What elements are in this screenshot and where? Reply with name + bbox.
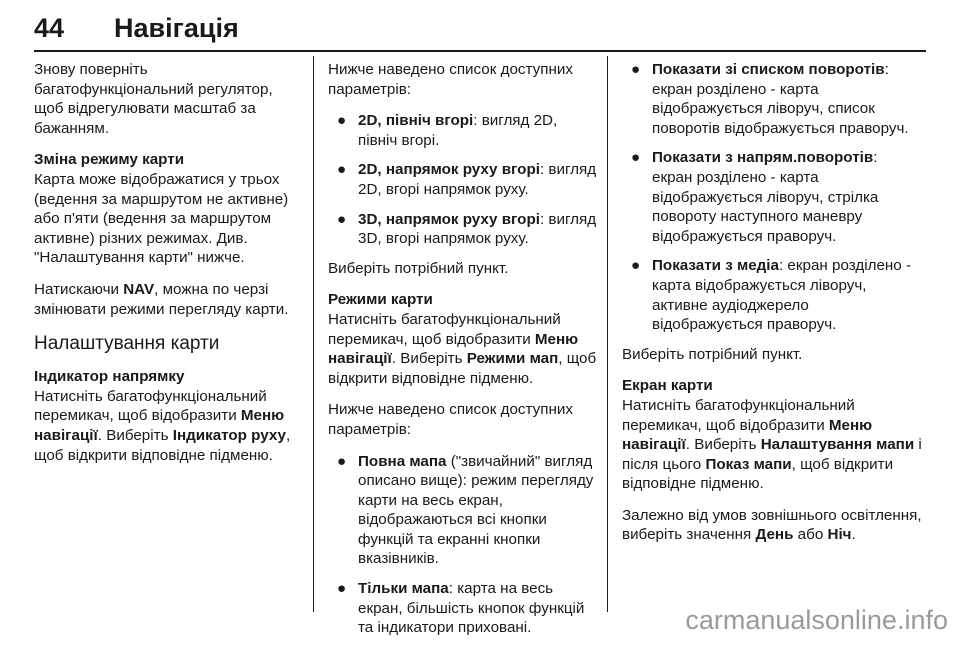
text: , щоб відкрити відповідне підменю.: [34, 426, 291, 464]
option-term: 3D, напрямок руху вгорі: [358, 210, 540, 228]
option-term: Показати з медіа: [652, 257, 779, 275]
subheading: Екран карти: [622, 377, 713, 395]
menu-ref: Меню навігації: [622, 416, 873, 454]
option-night: Ніч: [827, 526, 852, 544]
option-term: Тільки мапа: [358, 580, 449, 598]
option-desc: : карта на весь екран, більшість кнопок функцій та індикатори приховані.: [358, 580, 585, 637]
option-desc: : екран розділено - карта відображується ліворуч, стрілка повороту наступного маневру відображується праворуч.: [652, 149, 879, 245]
column-middle: [328, 60, 598, 648]
list-item: [328, 111, 598, 150]
paragraph: [328, 310, 598, 388]
paragraph: Знову поверніть багатофункціональний регулятор, щоб відрегулювати масштаб за бажанням.: [34, 61, 273, 137]
text: , можна по черзі змінювати режими перегляду карти.: [34, 280, 289, 318]
subheading: Режими карти: [328, 291, 433, 309]
text: Натисніть багатофункціональний перемикач, щоб відобразити: [328, 310, 561, 348]
paragraph: [622, 506, 922, 545]
bullet-icon: ●: [631, 61, 641, 78]
paragraph: Нижче наведено список доступних параметрів:: [328, 61, 573, 98]
text: Залежно від умов зовнішнього освітлення, виберіть значення: [622, 506, 922, 544]
menu-item-ref: Режими мап: [466, 350, 559, 368]
bullet-icon: ●: [337, 580, 347, 598]
menu-item-ref: Показ мапи: [705, 455, 792, 473]
column-divider: [313, 56, 314, 612]
list-item: [328, 452, 598, 570]
section-heading: Налаштування карти: [34, 333, 220, 355]
list-item: [328, 210, 598, 249]
subheading: Індикатор напрямку: [34, 368, 185, 386]
option-day: День: [755, 526, 794, 544]
column-divider: [607, 56, 608, 612]
paragraph: [622, 396, 922, 494]
list-item: [328, 160, 598, 199]
text: , щоб відкрити відповідне підменю.: [328, 350, 597, 387]
menu-item-ref: Налаштування мапи: [760, 436, 915, 454]
menu-ref: Меню навігації: [328, 330, 579, 368]
chapter-title: Навігація: [114, 13, 239, 43]
text: . Виберіть: [685, 436, 761, 454]
text: . Виберіть: [97, 426, 173, 444]
bullet-icon: ●: [337, 210, 347, 228]
option-desc: : вигляд 3D, вгорі напрямок руху.: [358, 210, 597, 248]
text: . Виберіть: [391, 350, 467, 368]
text: Натисніть багатофункціональний перемикач, щоб відобразити: [622, 396, 855, 434]
watermark: carmanualsonline.info: [685, 605, 948, 635]
nav-key: NAV: [123, 280, 155, 298]
page-number: 44: [34, 13, 65, 43]
option-desc: : екран розділено - карта відображується ліворуч, список поворотів відображується праворуч.: [652, 61, 909, 137]
option-term: 2D, напрямок руху вгорі: [358, 161, 540, 179]
bullet-icon: ●: [631, 149, 641, 167]
text: Натисніть багатофункціональний перемикач, щоб відобразити: [34, 387, 267, 425]
list-item: [622, 148, 922, 246]
option-desc: : вигляд 2D, вгорі напрямок руху.: [358, 161, 597, 198]
subheading: Зміна режиму карти: [34, 151, 185, 169]
menu-item-ref: Індикатор руху: [172, 426, 286, 444]
paragraph: Виберіть потрібний пункт.: [328, 259, 509, 277]
option-term: Показати з напрям.поворотів: [652, 149, 874, 167]
option-term: Повна мапа: [358, 452, 447, 470]
text: .: [851, 526, 856, 544]
text: Натискаючи: [34, 280, 124, 298]
bullet-icon: ●: [337, 452, 347, 470]
column-right: [622, 60, 922, 557]
option-desc: : вигляд 2D, північ вгорі.: [358, 112, 558, 149]
paragraph: Виберіть потрібний пункт.: [622, 345, 803, 363]
paragraph: Нижче наведено список доступних параметрів:: [328, 401, 573, 438]
text: або: [793, 526, 828, 544]
bullet-icon: ●: [337, 112, 347, 130]
list-item: [622, 256, 922, 334]
paragraph: [34, 280, 300, 319]
text: і після цього: [622, 436, 922, 473]
option-term: 2D, північ вгорі: [358, 112, 474, 130]
text: , щоб відкрити відповідне підменю.: [622, 455, 894, 493]
option-desc: ("звичайний" вигляд описано вище): режим перегляду карти на весь екран, відображаються всі кнопки функцій та екранні кнопки вказівників.: [358, 452, 594, 568]
option-term: Показати зі списком поворотів: [652, 61, 885, 78]
list-item: [622, 60, 922, 138]
paragraph: Карта може відображатися у трьох (ведення за маршрутом не активне) або п'яти (ведення за маршрутом активне) різних режимах. Див. "Налаштування карти" нижче.: [34, 170, 289, 267]
option-desc: : екран розділено - карта відображується ліворуч, активне аудіоджерело відображується праворуч.: [652, 257, 912, 334]
paragraph: [34, 387, 300, 465]
options-list: [328, 452, 598, 638]
bullet-icon: ●: [337, 161, 347, 179]
page-header: [34, 8, 926, 48]
options-list: [328, 111, 598, 249]
list-item: [328, 579, 598, 638]
bullet-icon: ●: [631, 257, 641, 275]
options-list: [622, 60, 922, 335]
menu-ref: Меню навігації: [34, 407, 285, 444]
header-rule: [34, 50, 926, 52]
column-left: [34, 60, 300, 477]
